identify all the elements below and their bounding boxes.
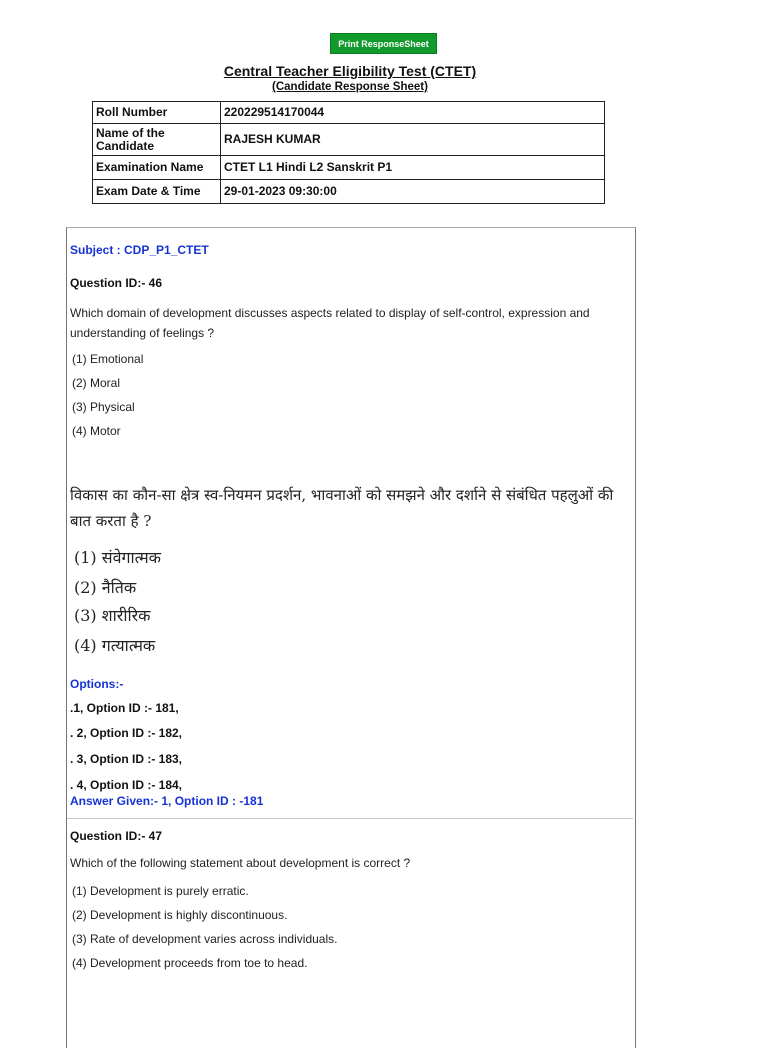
page-title: Central Teacher Eligibility Test (CTET) bbox=[223, 63, 477, 79]
option-text-hindi: (1) संवेगात्मक bbox=[74, 548, 161, 567]
row-label: Name of the Candidate bbox=[93, 124, 221, 156]
table-row bbox=[93, 180, 605, 204]
option-text-hindi: (4) गत्यात्मक bbox=[74, 636, 156, 655]
option-id-item: . 4, Option ID :- 184, bbox=[70, 778, 183, 792]
row-value: RAJESH KUMAR bbox=[221, 124, 605, 156]
row-label: Roll Number bbox=[93, 102, 221, 124]
print-response-sheet-button[interactable]: Print ResponseSheet bbox=[330, 33, 437, 54]
question-text: Which of the following statement about development is correct ? bbox=[70, 856, 411, 870]
table-row bbox=[93, 156, 605, 180]
option-text: (4) Motor bbox=[72, 424, 121, 438]
option-text-hindi: (2) नैतिक bbox=[74, 578, 137, 597]
option-id-item: .1, Option ID :- 181, bbox=[70, 701, 179, 715]
subject-label: Subject : CDP_P1_CTET bbox=[70, 243, 209, 257]
table-row bbox=[93, 124, 605, 156]
option-text: (1) Development is purely erratic. bbox=[72, 884, 249, 898]
question-text-hindi: विकास का कौन-सा क्षेत्र स्व-नियमन प्रदर्शन, भावनाओं को समझने और दर्शाने से संबंधित पहलुओं की बात करता है ? bbox=[70, 486, 614, 530]
option-text-hindi: (3) शारीरिक bbox=[74, 606, 151, 625]
answer-given: Answer Given:- 1, Option ID : -181 bbox=[70, 794, 264, 808]
question-id: Question ID:- 46 bbox=[70, 276, 163, 290]
row-value: 29-01-2023 09:30:00 bbox=[221, 180, 605, 204]
table-row bbox=[93, 102, 605, 124]
option-id-item: . 3, Option ID :- 183, bbox=[70, 752, 183, 766]
page-subtitle: (Candidate Response Sheet) bbox=[272, 81, 428, 93]
option-text: (2) Moral bbox=[72, 376, 121, 390]
question-id: Question ID:- 47 bbox=[70, 829, 163, 843]
options-label: Options:- bbox=[70, 677, 124, 691]
row-label: Examination Name bbox=[93, 156, 221, 180]
question-divider bbox=[67, 818, 633, 819]
candidate-info-table bbox=[92, 101, 605, 204]
option-text: (3) Physical bbox=[72, 400, 135, 414]
option-text: (1) Emotional bbox=[72, 352, 144, 366]
option-text: (2) Development is highly discontinuous. bbox=[72, 908, 288, 922]
row-label: Exam Date & Time bbox=[93, 180, 221, 204]
option-text: (3) Rate of development varies across individuals. bbox=[72, 932, 338, 946]
row-value: CTET L1 Hindi L2 Sanskrit P1 bbox=[221, 156, 605, 180]
option-id-item: . 2, Option ID :- 182, bbox=[70, 726, 183, 740]
option-text: (4) Development proceeds from toe to head. bbox=[72, 956, 308, 970]
row-value: 220229514170044 bbox=[221, 102, 605, 124]
question-text: Which domain of development discusses aspects related to display of self-control, expression and understanding of feelings ? bbox=[70, 306, 590, 340]
